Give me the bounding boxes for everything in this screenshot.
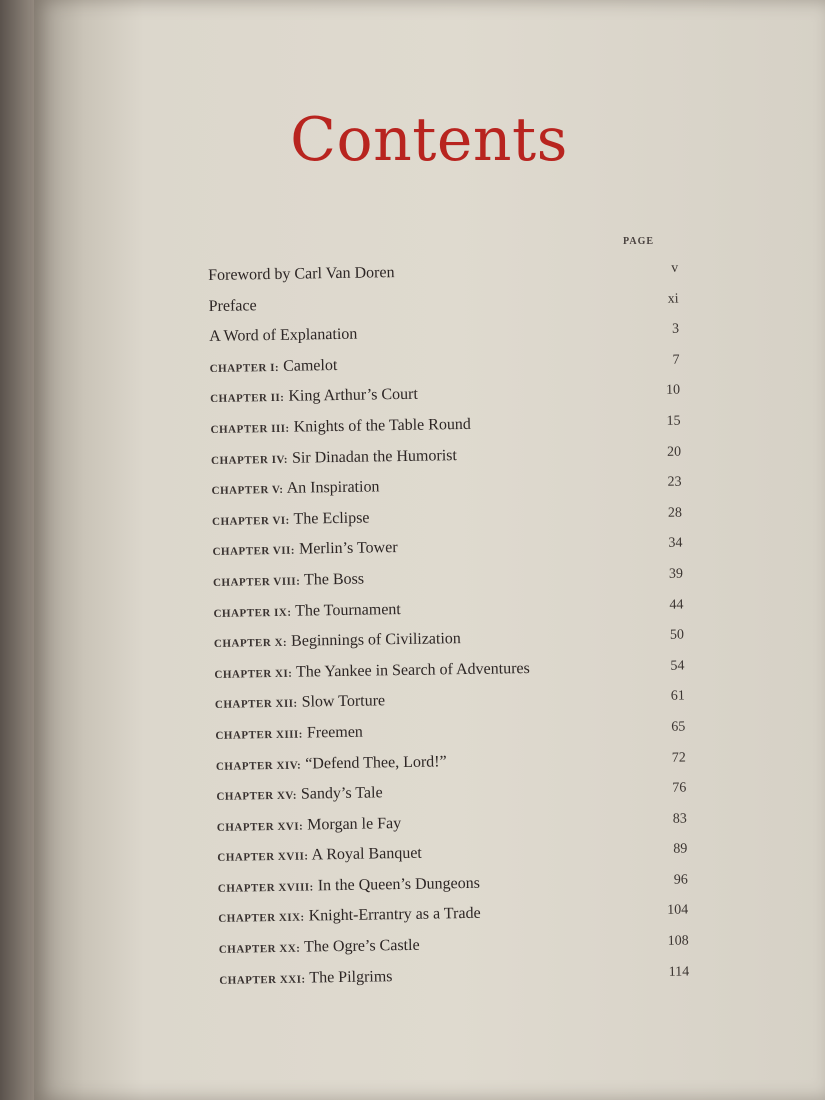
chapter-title: The Ogre’s Castle — [303, 936, 420, 956]
chapter-label: CHAPTER XV: — [216, 789, 298, 804]
chapter-label: CHAPTER XIV: — [215, 759, 302, 773]
chapter-label: CHAPTER IV: — [211, 453, 289, 467]
toc-page-number: 7 — [672, 352, 680, 368]
page-column-label: PAGE — [623, 236, 655, 247]
chapter-title: In the Queen’s Dungeons — [317, 874, 481, 895]
toc-page-number: 50 — [669, 627, 685, 643]
chapter-title: A Royal Banquet — [311, 844, 422, 864]
toc-entry-title: Foreword by Carl Van Doren — [208, 264, 395, 284]
toc-entry — [211, 478, 379, 498]
chapter-title: Knight-Errantry as a Trade — [308, 905, 481, 925]
toc-entry — [210, 386, 418, 406]
chapter-label: CHAPTER XIX: — [218, 912, 305, 926]
chapter-label: CHAPTER I: — [209, 361, 280, 375]
chapter-label: CHAPTER XVI: — [216, 820, 304, 834]
chapter-label: CHAPTER III: — [210, 422, 290, 436]
toc-entry — [211, 447, 457, 468]
toc-page-number: xi — [667, 291, 679, 307]
chapter-title: Knights of the Table Round — [293, 415, 471, 436]
chapter-title: “Defend Thee, Lord!” — [305, 752, 447, 773]
toc-page-number: 10 — [665, 382, 681, 399]
toc-page-number: 34 — [668, 535, 683, 552]
toc-entry — [212, 509, 370, 528]
chapter-label: CHAPTER VIII: — [212, 575, 301, 589]
facing-page-edge — [0, 0, 30, 1100]
chapter-title: An Inspiration — [286, 478, 380, 497]
chapter-title: King Arthur’s Court — [288, 386, 418, 406]
toc-page-number: 23 — [667, 474, 682, 490]
chapter-label: CHAPTER XXI: — [219, 973, 306, 987]
toc-page-number: 89 — [673, 841, 688, 858]
toc-entry — [219, 968, 392, 988]
toc-entry — [217, 815, 402, 835]
toc-page-number: 39 — [668, 566, 684, 582]
toc-entry — [214, 630, 461, 651]
toc-entry — [213, 601, 401, 621]
toc-entry — [215, 724, 363, 743]
chapter-label: CHAPTER IX: — [213, 606, 292, 620]
toc-page-number: 61 — [670, 688, 685, 705]
toc-page-number: 20 — [666, 444, 682, 460]
chapter-label: CHAPTER VII: — [212, 545, 296, 559]
toc-entry — [217, 845, 422, 865]
chapter-title: Camelot — [282, 356, 338, 375]
toc-page-number: 108 — [667, 933, 689, 949]
toc-entry — [212, 539, 397, 559]
toc-page-number: 65 — [671, 719, 686, 735]
chapter-title: The Yankee in Search of Adventures — [295, 659, 530, 681]
toc-entry — [216, 784, 383, 804]
toc-page-number: 3 — [671, 321, 680, 337]
toc-entry — [218, 875, 480, 896]
toc-entry-title: A Word of Explanation — [209, 325, 358, 346]
toc-page-number: 28 — [667, 505, 683, 521]
chapter-title: Merlin’s Tower — [298, 539, 398, 558]
toc-entry — [218, 905, 481, 926]
contents-page — [34, 0, 825, 1100]
toc-page-number: 54 — [670, 658, 685, 674]
toc-page-number: 96 — [673, 872, 688, 888]
chapter-title: The Pilgrims — [309, 967, 393, 987]
toc-entry — [213, 571, 364, 590]
chapter-title: The Tournament — [294, 600, 401, 620]
toc-page-number: 72 — [671, 750, 686, 766]
chapter-label: CHAPTER II: — [210, 392, 285, 406]
chapter-label: CHAPTER XX: — [218, 942, 301, 956]
chapter-title: Slow Torture — [301, 692, 386, 711]
chapter-title: Sir Dinadan the Humorist — [291, 446, 457, 467]
toc-row-chapter — [219, 958, 719, 996]
chapter-title: The Eclipse — [293, 509, 370, 528]
toc-page-number: 114 — [668, 964, 690, 980]
toc-page-number: 104 — [667, 903, 689, 919]
toc-entry — [214, 660, 530, 682]
toc-entry — [210, 357, 338, 376]
toc-entry — [210, 416, 471, 437]
toc-page-number: 15 — [666, 413, 681, 429]
chapter-title: Freemen — [306, 723, 364, 742]
chapter-list — [209, 346, 719, 996]
chapter-title: The Boss — [303, 570, 365, 589]
chapter-label: CHAPTER XIII: — [215, 728, 304, 742]
chapter-label: CHAPTER VI: — [211, 514, 290, 528]
chapter-title: Morgan le Fay — [307, 814, 402, 834]
table-of-contents — [208, 254, 719, 996]
toc-page-number: 83 — [672, 811, 687, 827]
chapter-label: CHAPTER XII: — [214, 697, 298, 712]
toc-entry — [216, 753, 447, 774]
toc-page-number: 44 — [669, 597, 684, 613]
chapter-title: Beginnings of Civilization — [290, 630, 461, 650]
chapter-label: CHAPTER XI: — [214, 667, 293, 681]
toc-entry — [215, 693, 385, 713]
toc-entry-title: Preface — [208, 296, 257, 315]
toc-entry — [219, 937, 420, 957]
chapter-title: Sandy’s Tale — [300, 784, 383, 803]
chapter-label: CHAPTER XVIII: — [217, 881, 314, 895]
toc-page-number: v — [671, 260, 679, 276]
chapter-label: CHAPTER XVII: — [217, 850, 309, 865]
chapter-label: CHAPTER X: — [213, 636, 288, 651]
chapter-label: CHAPTER V: — [211, 483, 284, 498]
toc-page-number: 76 — [672, 780, 687, 796]
page-title: Contents — [290, 105, 568, 175]
